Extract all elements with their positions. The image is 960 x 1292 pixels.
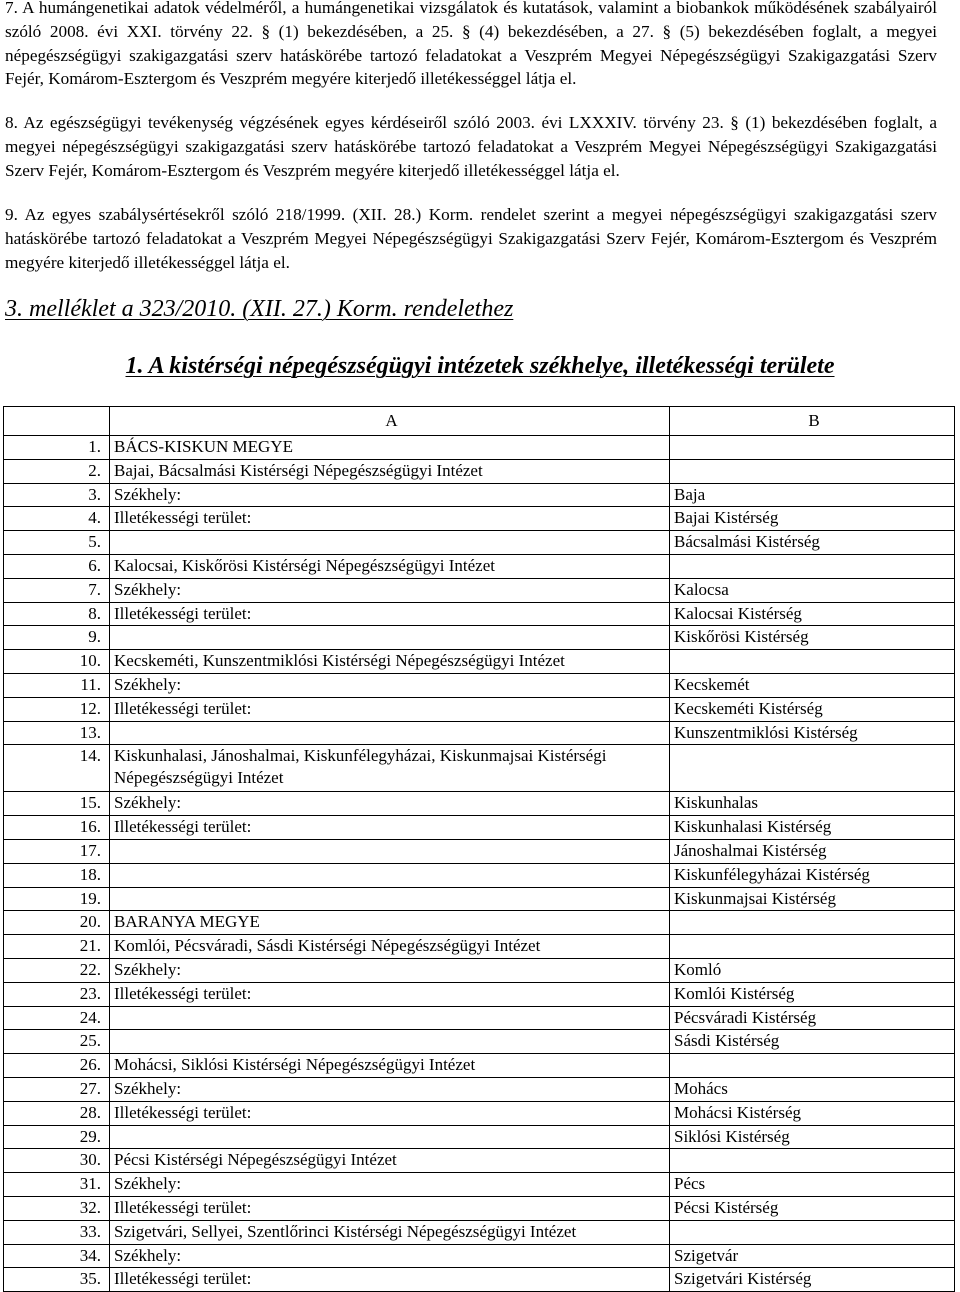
table-row <box>4 459 955 483</box>
column-a-cell <box>110 531 670 555</box>
table-row <box>4 626 955 650</box>
table-row <box>4 1101 955 1125</box>
section-heading: 1. A kistérségi népegészségügyi intézetek székhelye, illetékességi területe <box>125 353 835 379</box>
column-a-cell: Kalocsai, Kiskőrösi Kistérségi Népegészségügyi Intézet <box>110 554 670 578</box>
table-row <box>4 554 955 578</box>
row-number-cell: 4. <box>4 507 110 531</box>
column-a-cell: Illetékességi terület: <box>110 1101 670 1125</box>
column-a-cell: Székhely: <box>110 1077 670 1101</box>
column-a-cell: BÁCS-KISKUN MEGYE <box>110 436 670 460</box>
column-a-cell: Bajai, Bácsalmási Kistérségi Népegészségügyi Intézet <box>110 459 670 483</box>
row-number-cell: 3. <box>4 483 110 507</box>
table-row <box>4 1149 955 1173</box>
table-row <box>4 958 955 982</box>
row-number-cell: 33. <box>4 1220 110 1244</box>
column-a-cell: Illetékességi terület: <box>110 1268 670 1292</box>
column-b-cell: Sásdi Kistérség <box>670 1030 955 1054</box>
column-a-cell: BARANYA MEGYE <box>110 911 670 935</box>
table-row <box>4 863 955 887</box>
column-b-cell: Kalocsa <box>670 578 955 602</box>
column-a-cell: Komlói, Pécsváradi, Sásdi Kistérségi Népegészségügyi Intézet <box>110 935 670 959</box>
column-a-cell: Illetékességi terület: <box>110 507 670 531</box>
row-number-cell: 27. <box>4 1077 110 1101</box>
column-a-cell <box>110 863 670 887</box>
row-number-cell: 26. <box>4 1054 110 1078</box>
column-a-cell: Székhely: <box>110 1173 670 1197</box>
column-a-cell <box>110 887 670 911</box>
table-row <box>4 721 955 745</box>
table-row <box>4 1196 955 1220</box>
table-row <box>4 697 955 721</box>
column-b-cell: Jánoshalmai Kistérség <box>670 839 955 863</box>
row-number-cell: 30. <box>4 1149 110 1173</box>
row-number-cell: 15. <box>4 792 110 816</box>
table-row <box>4 578 955 602</box>
table-row <box>4 1077 955 1101</box>
column-a-cell: Kiskunhalasi, Jánoshalmai, Kiskunfélegyházai, Kiskunmajsai Kistérségi Népegészségügyi Intézet <box>110 745 670 792</box>
column-a-cell <box>110 839 670 863</box>
column-a-header: A <box>110 407 670 436</box>
row-number-cell: 18. <box>4 863 110 887</box>
table-row <box>4 935 955 959</box>
row-number-cell: 8. <box>4 602 110 626</box>
column-a-cell: Illetékességi terület: <box>110 982 670 1006</box>
row-number-cell: 22. <box>4 958 110 982</box>
column-b-cell <box>670 745 955 792</box>
table-row <box>4 507 955 531</box>
table-row <box>4 911 955 935</box>
table-row <box>4 650 955 674</box>
table-row <box>4 839 955 863</box>
column-b-cell: Kunszentmiklósi Kistérség <box>670 721 955 745</box>
table-row <box>4 887 955 911</box>
table-row <box>4 792 955 816</box>
row-number-cell: 9. <box>4 626 110 650</box>
row-number-cell: 24. <box>4 1006 110 1030</box>
column-b-cell: Mohács <box>670 1077 955 1101</box>
row-number-cell: 35. <box>4 1268 110 1292</box>
column-b-cell <box>670 1054 955 1078</box>
column-a-cell <box>110 721 670 745</box>
table-row <box>4 1054 955 1078</box>
row-number-cell: 23. <box>4 982 110 1006</box>
table-row <box>4 1173 955 1197</box>
row-number-cell: 17. <box>4 839 110 863</box>
table-row <box>4 1268 955 1292</box>
row-number-cell: 28. <box>4 1101 110 1125</box>
column-a-cell <box>110 1030 670 1054</box>
row-number-cell: 14. <box>4 745 110 792</box>
column-a-cell <box>110 1006 670 1030</box>
table-row <box>4 673 955 697</box>
column-a-cell: Kecskeméti, Kunszentmiklósi Kistérségi Népegészségügyi Intézet <box>110 650 670 674</box>
column-a-cell: Illetékességi terület: <box>110 697 670 721</box>
table-row <box>4 531 955 555</box>
column-b-cell <box>670 1220 955 1244</box>
table-header-row <box>4 407 955 436</box>
column-a-cell: Illetékességi terület: <box>110 816 670 840</box>
column-b-cell: Kiskunhalas <box>670 792 955 816</box>
table-row <box>4 1125 955 1149</box>
column-a-cell: Székhely: <box>110 673 670 697</box>
column-b-cell: Bajai Kistérség <box>670 507 955 531</box>
table-row <box>4 1220 955 1244</box>
column-a-cell: Székhely: <box>110 578 670 602</box>
row-number-cell: 31. <box>4 1173 110 1197</box>
row-number-cell: 20. <box>4 911 110 935</box>
column-b-cell <box>670 459 955 483</box>
row-number-cell: 1. <box>4 436 110 460</box>
column-b-cell: Siklósi Kistérség <box>670 1125 955 1149</box>
column-b-cell <box>670 935 955 959</box>
column-b-cell: Kecskemét <box>670 673 955 697</box>
table-row <box>4 1244 955 1268</box>
paragraph-8: 8. Az egészségügyi tevékenység végzésének egyes kérdéseiről szóló 2003. évi LXXXIV. törvény 23. § (1) bekezdésében foglalt, a megyei népegészségügyi szakigazgatási szerv hatáskörébe tartozó feladatokat a Veszprém Megyei Népegészségügyi Szakigazgatási Szerv Fejér, Komárom-Esztergom és Veszprém megyére kiterjedő illetékességgel látja el. <box>5 113 937 180</box>
table-row <box>4 602 955 626</box>
column-a-cell: Székhely: <box>110 1244 670 1268</box>
column-b-cell: Pécs <box>670 1173 955 1197</box>
row-number-cell: 7. <box>4 578 110 602</box>
column-a-cell: Illetékességi terület: <box>110 1196 670 1220</box>
jurisdiction-table <box>3 406 955 1292</box>
row-number-cell: 12. <box>4 697 110 721</box>
column-b-cell: Kiskőrösi Kistérség <box>670 626 955 650</box>
table-body <box>4 407 955 1292</box>
row-number-cell: 21. <box>4 935 110 959</box>
table-row <box>4 483 955 507</box>
column-b-cell <box>670 554 955 578</box>
column-a-cell <box>110 1125 670 1149</box>
column-b-cell: Komlói Kistérség <box>670 982 955 1006</box>
row-number-cell: 10. <box>4 650 110 674</box>
column-a-cell: Pécsi Kistérségi Népegészségügyi Intézet <box>110 1149 670 1173</box>
column-a-cell: Székhely: <box>110 958 670 982</box>
column-b-cell: Kiskunmajsai Kistérség <box>670 887 955 911</box>
column-a-cell: Székhely: <box>110 483 670 507</box>
table-row <box>4 982 955 1006</box>
column-a-cell: Mohácsi, Siklósi Kistérségi Népegészségügyi Intézet <box>110 1054 670 1078</box>
column-b-cell: Szigetvár <box>670 1244 955 1268</box>
column-b-cell: Kiskunhalasi Kistérség <box>670 816 955 840</box>
column-b-cell: Kiskunfélegyházai Kistérség <box>670 863 955 887</box>
paragraph-9: 9. Az egyes szabálysértésekről szóló 218/1999. (XII. 28.) Korm. rendelet szerint a megyei népegészségügyi szakigazgatási szerv hatáskörébe tartozó feladatokat a Veszprém Megyei Népegészségügyi Szakigazgatási Szerv Fejér, Komárom-Esztergom és Veszprém megyére kiterjedő illetékességgel látja el. <box>5 205 937 272</box>
column-b-cell: Pécsi Kistérség <box>670 1196 955 1220</box>
column-b-cell <box>670 650 955 674</box>
column-a-cell: Illetékességi terület: <box>110 602 670 626</box>
column-b-cell: Baja <box>670 483 955 507</box>
header-num-cell <box>4 407 110 436</box>
column-b-cell: Pécsváradi Kistérség <box>670 1006 955 1030</box>
column-b-cell: Komló <box>670 958 955 982</box>
row-number-cell: 32. <box>4 1196 110 1220</box>
column-b-cell <box>670 436 955 460</box>
row-number-cell: 13. <box>4 721 110 745</box>
table-row <box>4 436 955 460</box>
table-row <box>4 816 955 840</box>
annex-title: 3. melléklet a 323/2010. (XII. 27.) Korm. rendelethez <box>5 296 514 322</box>
column-b-cell: Szigetvári Kistérség <box>670 1268 955 1292</box>
row-number-cell: 11. <box>4 673 110 697</box>
row-number-cell: 2. <box>4 459 110 483</box>
column-b-cell: Kecskeméti Kistérség <box>670 697 955 721</box>
column-a-cell: Székhely: <box>110 792 670 816</box>
table-row <box>4 1030 955 1054</box>
row-number-cell: 6. <box>4 554 110 578</box>
column-b-cell: Kalocsai Kistérség <box>670 602 955 626</box>
column-b-header: B <box>670 407 955 436</box>
column-b-cell: Bácsalmási Kistérség <box>670 531 955 555</box>
column-a-cell <box>110 626 670 650</box>
row-number-cell: 19. <box>4 887 110 911</box>
column-b-cell <box>670 1149 955 1173</box>
column-b-cell <box>670 911 955 935</box>
row-number-cell: 29. <box>4 1125 110 1149</box>
row-number-cell: 34. <box>4 1244 110 1268</box>
row-number-cell: 5. <box>4 531 110 555</box>
row-number-cell: 16. <box>4 816 110 840</box>
row-number-cell: 25. <box>4 1030 110 1054</box>
table-row <box>4 745 955 792</box>
table-row <box>4 1006 955 1030</box>
column-a-cell: Szigetvári, Sellyei, Szentlőrinci Kistérségi Népegészségügyi Intézet <box>110 1220 670 1244</box>
paragraph-7: 7. A humángenetikai adatok védelméről, a humángenetikai vizsgálatok és kutatások, valamint a biobankok működésének szabályairól szóló 2008. évi XXI. törvény 22. § (1) bekezdésében, a 25. § (4) bekezdésében, a 27. § (5) bekezdésében foglalt, a megyei népegészségügyi szakigazgatási szerv hatáskörébe tartozó feladatokat a Veszprém Megyei Népegészségügyi Szakigazgatási Szerv Fejér, Komárom-Esztergom és Veszprém megyére kiterjedő illetékességgel látja el. <box>5 0 937 89</box>
column-b-cell: Mohácsi Kistérség <box>670 1101 955 1125</box>
